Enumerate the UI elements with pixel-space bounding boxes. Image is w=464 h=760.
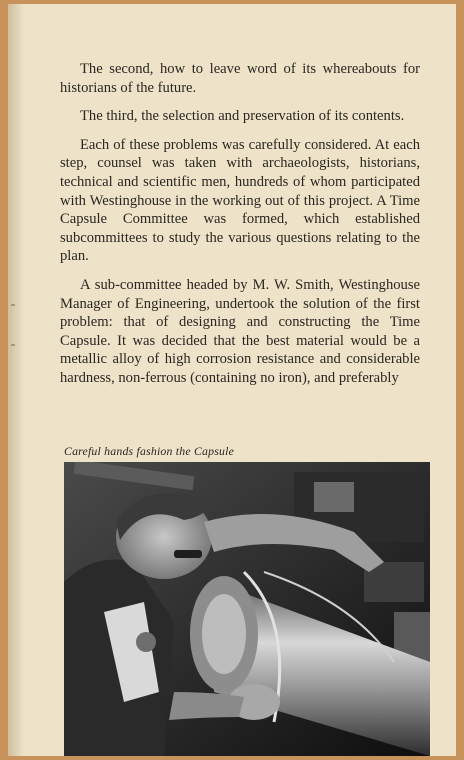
binding-gutter: [8, 4, 24, 756]
workshop-photo: [64, 462, 430, 756]
booklet-page: [8, 4, 456, 756]
binding-stitch: [11, 304, 15, 306]
figure-caption: Careful hands fashion the Capsule: [64, 444, 235, 458]
paragraph: The second, how to leave word of its whereabouts for historians of the future.: [60, 61, 420, 96]
paragraph: The third, the selection and preservation of its contents.: [80, 108, 405, 125]
body-text: [60, 60, 420, 398]
binding-stitch: [11, 344, 15, 346]
photo-illustration: [64, 462, 430, 756]
paragraph: A sub-committee headed by M. W. Smith, Westinghouse Manager of Engineering, undertook the solution of the first problem: that of designing and constructing the Time Capsule. It was decided that the best material would be a metallic alloy of high corrosion resistance and considerable hardness, non-ferrous (containing no iron), and preferably: [60, 276, 420, 386]
paragraph: Each of these problems was carefully considered. At each step, counsel was taken with archaeologists, historians, technical and scientific men, hundreds of whom participated with Westinghouse in the working out of this project. A Time Capsule Committee was formed, which established subcommittees to study the various questions relating to the plan.: [60, 136, 420, 265]
